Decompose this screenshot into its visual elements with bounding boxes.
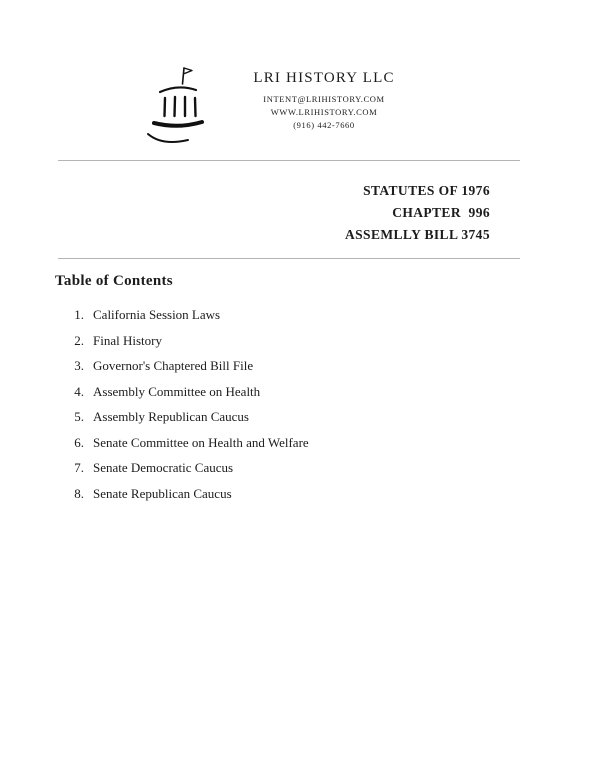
toc-item-number: 5.	[74, 409, 84, 424]
statute-title-block	[345, 180, 490, 246]
toc-item-number: 2.	[74, 332, 84, 348]
toc-item-label: Governor's Chaptered Bill File	[93, 358, 254, 373]
toc-item	[66, 487, 309, 500]
toc-item	[66, 334, 309, 347]
toc-item-label: Senate Democratic Caucus	[93, 460, 234, 475]
company-website: WWW.LRIHISTORY.COM	[270, 107, 378, 118]
toc-item	[66, 359, 309, 372]
letterhead	[138, 60, 414, 148]
company-name: LRI HISTORY LLC	[253, 70, 395, 86]
toc-item-number: 4.	[74, 383, 84, 399]
firm-info	[234, 60, 414, 133]
toc-item	[66, 308, 309, 321]
divider-bottom	[58, 258, 520, 259]
toc-item-label: Senate Republican Caucus	[93, 485, 232, 501]
toc-item-number: 3.	[74, 358, 84, 373]
divider-top	[58, 160, 520, 161]
toc-item-number: 1.	[74, 307, 84, 322]
toc-item-label: Senate Committee on Health and Welfare	[93, 434, 309, 450]
toc-item	[66, 436, 309, 449]
toc-list	[66, 308, 309, 512]
capitol-sketch-logo-icon	[138, 60, 218, 148]
toc-item-number: 7.	[74, 460, 84, 475]
toc-item-label: California Session Laws	[93, 307, 221, 322]
toc-item	[66, 410, 309, 423]
company-phone: (916) 442-7660	[293, 120, 355, 131]
toc-item-label: Assembly Republican Caucus	[93, 409, 249, 424]
toc-item-label: Assembly Committee on Health	[93, 383, 261, 399]
toc-item-label: Final History	[93, 332, 162, 348]
toc-heading: Table of Contents	[55, 273, 173, 289]
company-email: INTENT@LRIHISTORY.COM	[263, 94, 385, 104]
toc-item	[66, 385, 309, 398]
toc-item-number: 6.	[74, 434, 84, 450]
chapter-line: CHAPTER 996	[392, 205, 490, 220]
toc-item-number: 8.	[74, 485, 84, 501]
assembly-bill-line: ASSEMLLY BILL 3745	[344, 227, 490, 242]
statutes-line: STATUTES OF 1976	[363, 183, 490, 198]
toc-item	[66, 461, 309, 474]
